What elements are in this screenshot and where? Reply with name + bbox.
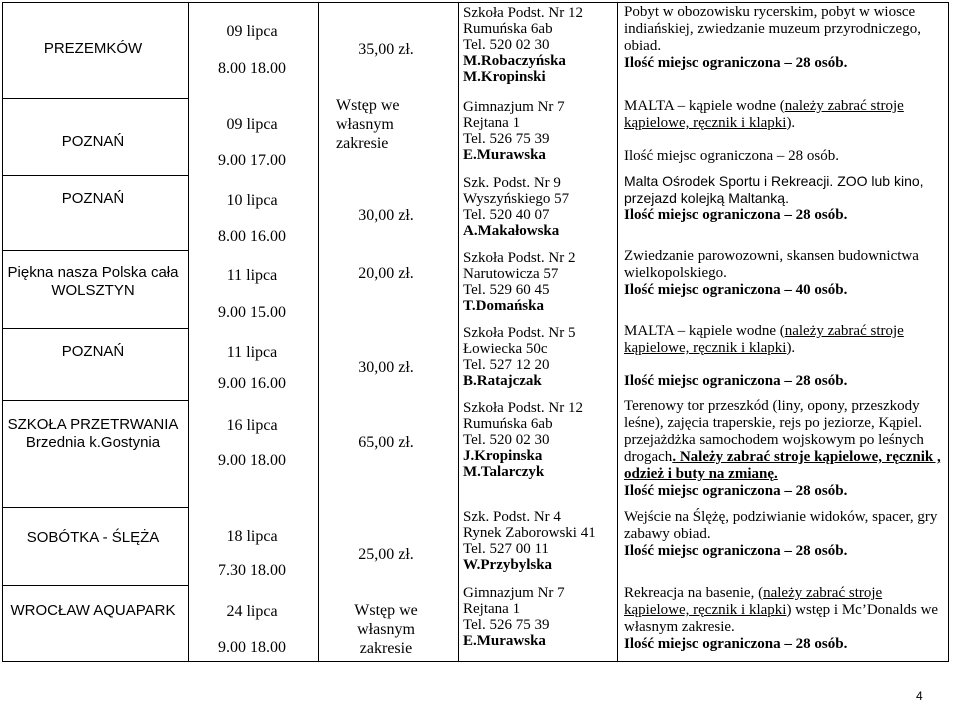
program-text-part: Terenowy tor przeszkód (liny, opony, przeszkody leśne), zajęcia traperskie, rejs po jeziorze, Kąpiel. przejażdżka samochodem wojskowym po leśnych drogach [624, 398, 924, 465]
program-description [624, 248, 946, 299]
program-text [624, 98, 946, 132]
page-number: 4 [916, 689, 923, 703]
capacity-note: Ilość miejsc ograniczona – 28 osób. [624, 207, 848, 223]
school-name: Szk. Podst. Nr 4 [463, 509, 561, 525]
program-description [624, 585, 946, 653]
trip-time: 7.30 18.00 [218, 562, 286, 579]
place-name: POZNAŃ [61, 343, 125, 360]
packing-note: . Należy zabrać stroje kąpielowe, ręcznik , odzież i buty na zmianę. [624, 449, 941, 482]
row-divider [2, 400, 189, 401]
school-name: Szkoła Podst. Nr 5 [463, 325, 576, 341]
teacher-name: M.Kropinski [463, 69, 546, 85]
trip-date: 11 lipca [226, 344, 278, 361]
capacity-note: Ilość miejsc ograniczona – 40 osób. [624, 282, 848, 298]
trip-date: 18 lipca [226, 528, 278, 545]
school-address: Rynek Zaborowski 41 [463, 525, 596, 541]
trip-price: 30,00 zł. [358, 207, 414, 224]
place-name: PREZEMKÓW [43, 40, 143, 57]
school-phone: Tel. 529 60 45 [463, 282, 550, 298]
table-border-top [2, 2, 949, 3]
school-phone: Tel. 520 02 30 [463, 37, 550, 53]
trip-price: 65,00 zł. [358, 434, 414, 451]
school-name: Szk. Podst. Nr 9 [463, 175, 561, 191]
program-text-part: ). [786, 340, 796, 356]
trip-time: 9.00 16.00 [218, 375, 286, 392]
program-text: Zwiedzanie parowozowni, skansen budownictwa wielkopolskiego. [624, 248, 919, 281]
table-border-left [2, 2, 3, 662]
trip-price: 35,00 zł. [358, 41, 414, 58]
trip-date: 09 lipca [226, 23, 278, 40]
school-phone: Tel. 520 40 07 [463, 207, 550, 223]
trip-price: 30,00 zł. [358, 359, 414, 376]
trip-time: 9.00 18.00 [218, 639, 286, 656]
place-name: SZKOŁA PRZETRWANIA Brzednia k.Gostynia [7, 416, 179, 451]
teacher-name: E.Murawska [463, 147, 546, 163]
capacity-note: Ilość miejsc ograniczona – 28 osób. [624, 483, 848, 499]
program-text [624, 585, 946, 636]
row-divider [2, 98, 189, 99]
trip-date: 24 lipca [226, 603, 278, 620]
program-description [624, 4, 946, 72]
program-description [624, 173, 946, 224]
trip-time: 8.00 18.00 [218, 60, 286, 77]
school-address: Rejtana 1 [463, 115, 521, 131]
school-address: Łowiecka 50c [463, 341, 548, 357]
trip-date: 11 lipca [226, 267, 278, 284]
place-name: Piękna nasza Polska cała WOLSZTYN [7, 264, 179, 299]
trip-time: 9.00 15.00 [218, 304, 286, 321]
trip-date: 10 lipca [226, 192, 278, 209]
program-text-part: MALTA – kąpiele wodne ( [624, 98, 785, 114]
trip-time: 9.00 17.00 [218, 152, 286, 169]
column-divider [318, 2, 319, 662]
row-divider [2, 250, 189, 251]
program-text: Pobyt w obozowisku rycerskim, pobyt w wiosce indiańskiej, zwiedzanie muzeum przyrodniczego, obiad. [624, 4, 921, 54]
school-contact [463, 5, 613, 85]
packing-note: należy zabrać stroje kąpielowe, ręcznik i klapki [624, 98, 904, 131]
column-divider [188, 2, 189, 662]
trip-price: 25,00 zł. [358, 546, 414, 563]
school-contact [463, 585, 613, 649]
column-divider [617, 2, 618, 662]
school-phone: Tel. 526 75 39 [463, 131, 550, 147]
teacher-name: T.Domańska [463, 298, 544, 314]
place-name: WROCŁAW AQUAPARK [10, 602, 176, 619]
packing-note: należy zabrać stroje kąpielowe, ręcznik i klapki [624, 585, 883, 618]
table-border-right [948, 2, 949, 662]
trip-price: 20,00 zł. [358, 265, 414, 282]
school-phone: Tel. 520 02 30 [463, 432, 550, 448]
program-description [624, 398, 946, 500]
school-contact [463, 175, 613, 239]
school-contact [463, 250, 613, 314]
school-name: Gimnazjum Nr 7 [463, 585, 565, 601]
program-text: Malta Ośrodek Sportu i Rekreacji. ZOO lub kino, przejazd kolejką Maltanką. [624, 173, 924, 206]
school-phone: Tel. 527 12 20 [463, 357, 550, 373]
teacher-name: B.Ratajczak [463, 373, 542, 389]
capacity-note: Ilość miejsc ograniczona – 28 osób. [624, 148, 839, 164]
program-description [624, 323, 946, 390]
trip-date: 16 lipca [226, 417, 278, 434]
school-contact [463, 325, 613, 389]
program-text [624, 398, 946, 483]
program-text: Wejście na Ślężę, podziwianie widoków, spacer, gry zabawy obiad. [624, 509, 938, 542]
capacity-note: Ilość miejsc ograniczona – 28 osób. [624, 543, 848, 559]
capacity-note: Ilość miejsc ograniczona – 28 osób. [624, 55, 848, 71]
program-text-part: ). [786, 115, 796, 131]
place-name: POZNAŃ [61, 133, 125, 150]
table-border-bottom [2, 661, 949, 662]
trip-date: 09 lipca [226, 116, 278, 133]
school-name: Szkoła Podst. Nr 12 [463, 5, 583, 21]
program-text-part: MALTA – kąpiele wodne ( [624, 323, 785, 339]
packing-note: należy zabrać stroje kąpielowe, ręcznik i klapki [624, 323, 904, 356]
school-phone: Tel. 526 75 39 [463, 617, 550, 633]
trip-price: Wstęp we własnym zakresie [354, 602, 418, 657]
teacher-name: A.Makałowska [463, 223, 560, 239]
school-name: Szkoła Podst. Nr 12 [463, 400, 583, 416]
row-divider [2, 585, 189, 586]
teacher-name: J.Kropinska [463, 448, 543, 464]
school-address: Rumuńska 6ab [463, 21, 553, 37]
trip-price: Wstęp we własnym zakresie [336, 97, 400, 152]
row-divider [2, 175, 189, 176]
place-name: SOBÓTKA - ŚLĘŻA [26, 529, 160, 546]
teacher-name: E.Murawska [463, 633, 546, 649]
program-description [624, 98, 946, 165]
column-divider [458, 2, 459, 662]
school-name: Gimnazjum Nr 7 [463, 99, 565, 115]
school-address: Rumuńska 6ab [463, 416, 553, 432]
school-name: Szkoła Podst. Nr 2 [463, 250, 576, 266]
trip-time: 9.00 18.00 [218, 452, 286, 469]
place-name: POZNAŃ [61, 190, 125, 207]
program-description [624, 509, 946, 560]
school-address: Narutowicza 57 [463, 266, 559, 282]
row-divider [2, 507, 189, 508]
school-address: Rejtana 1 [463, 601, 521, 617]
row-divider [2, 328, 189, 329]
program-text-part: ) wstęp i Mc’Donalds we własnym zakresie. [624, 602, 939, 635]
trip-time: 8.00 16.00 [218, 228, 286, 245]
program-text-part: Rekreacja na basenie, ( [624, 585, 764, 601]
school-contact [463, 400, 613, 480]
school-contact [463, 99, 613, 163]
school-phone: Tel. 527 00 11 [463, 541, 549, 557]
teacher-name: M.Talarczyk [463, 464, 545, 480]
teacher-name: W.Przybylska [463, 557, 553, 573]
capacity-note: Ilość miejsc ograniczona – 28 osób. [624, 636, 848, 652]
school-contact [463, 509, 613, 573]
school-address: Wyszyńskiego 57 [463, 191, 570, 207]
program-text [624, 323, 946, 357]
capacity-note: Ilość miejsc ograniczona – 28 osób. [624, 373, 848, 389]
teacher-name: M.Robaczyńska [463, 53, 566, 69]
